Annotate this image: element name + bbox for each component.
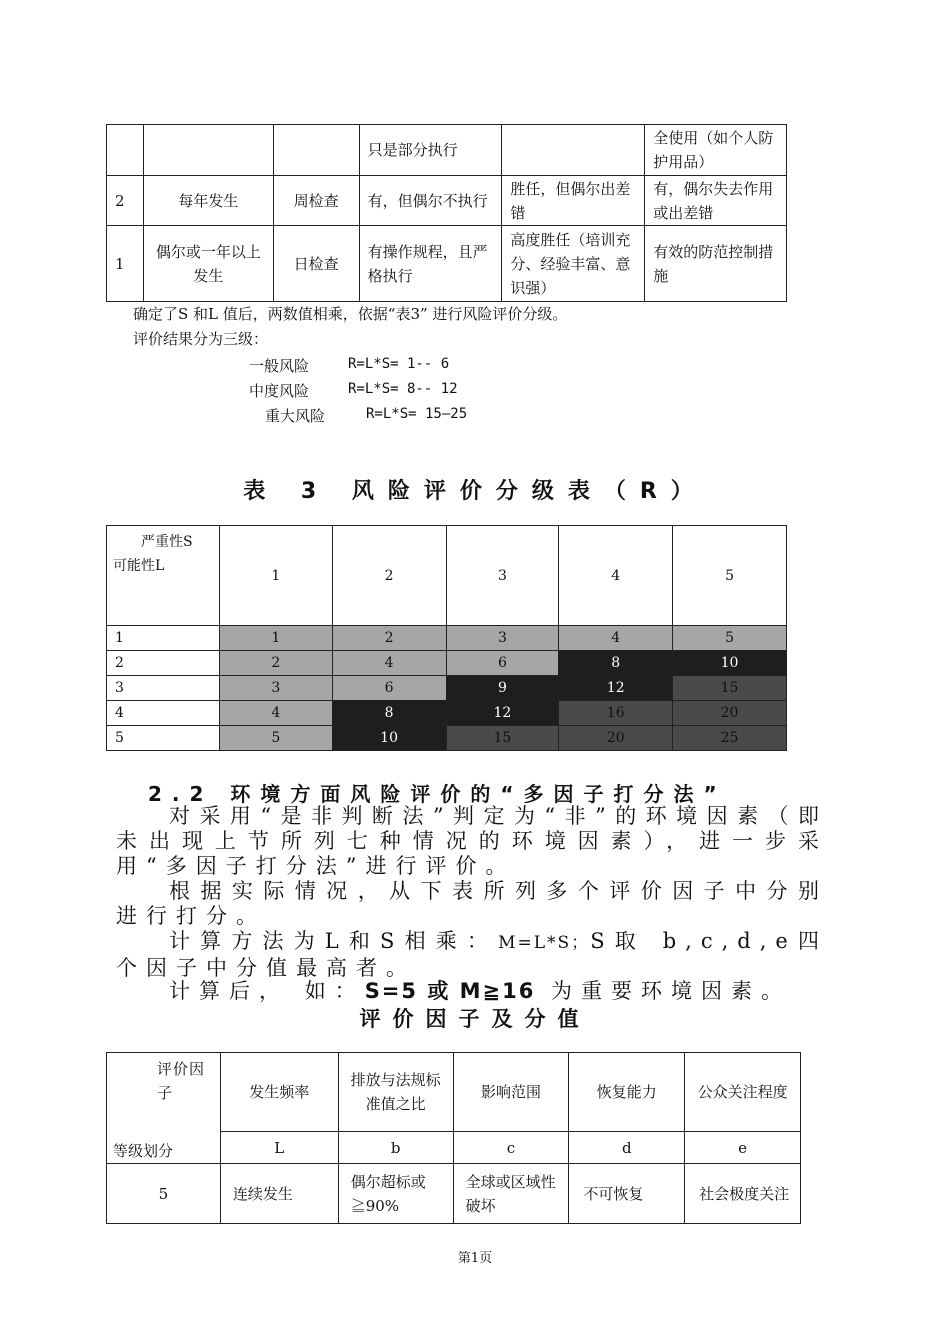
- column-header: 排放与法规标准值之比: [338, 1053, 453, 1132]
- row-header: 4: [107, 701, 220, 726]
- table-row: [107, 676, 787, 701]
- likelihood-label: 可能性L: [113, 558, 165, 574]
- table-cell: [107, 125, 144, 176]
- matrix-cell: 15: [446, 726, 559, 751]
- matrix-cell: 16: [559, 701, 673, 726]
- table-cell: 全球或区域性破坏: [453, 1164, 569, 1224]
- table-cell: 有操作规程，且严格执行: [359, 226, 502, 302]
- matrix-cell: 9: [446, 676, 559, 701]
- table-cell: 日检查: [273, 226, 359, 302]
- row-header: 1: [107, 626, 220, 651]
- paragraph-3-text-b: S取 b,c,d,e四个因子中分值最高者。: [116, 929, 828, 980]
- paragraph-2: 根据实际情况，从下表所列多个评价因子中分别进行打分。: [116, 879, 828, 928]
- table-row: [107, 1164, 801, 1224]
- matrix-cell: 3: [446, 626, 559, 651]
- table-cell: [502, 125, 645, 176]
- matrix-cell: 1: [219, 626, 332, 651]
- matrix-cell: 25: [673, 726, 787, 751]
- row-header: 2: [107, 651, 220, 676]
- risk-matrix-table: [106, 525, 787, 751]
- matrix-cell: 6: [446, 651, 559, 676]
- table-cell: 2: [107, 176, 144, 226]
- severity-label: 严重性S: [141, 534, 193, 550]
- table-row: [107, 701, 787, 726]
- column-header: 2: [332, 526, 446, 626]
- column-header: 1: [219, 526, 332, 626]
- factor-code: d: [569, 1132, 685, 1164]
- row-header: 3: [107, 676, 220, 701]
- matrix-cell: 6: [332, 676, 446, 701]
- table-cell: 胜任，但偶尔出差错: [502, 176, 645, 226]
- grade-cell: 5: [107, 1164, 221, 1224]
- column-header: 公众关注程度: [685, 1053, 801, 1132]
- corner-top-label: 评价因子: [157, 1060, 206, 1102]
- table-cell: 有，偶尔失去作用或出差错: [645, 176, 787, 226]
- matrix-cell: 4: [559, 626, 673, 651]
- matrix-cell: 2: [332, 626, 446, 651]
- table-cell: 高度胜任（培训充分、经验丰富、意识强）: [502, 226, 645, 302]
- row-header: 5: [107, 726, 220, 751]
- table-cell: 偶尔超标或≧90%: [338, 1164, 453, 1224]
- factor-code: e: [685, 1132, 801, 1164]
- matrix-cell: 12: [559, 676, 673, 701]
- column-header: 发生频率: [220, 1053, 338, 1132]
- table-row: [107, 726, 787, 751]
- paragraph-3: [116, 929, 828, 981]
- matrix-cell: 4: [219, 701, 332, 726]
- table-row: [107, 226, 787, 302]
- column-header: 3: [446, 526, 559, 626]
- paragraph-1: 对采用“是非判断法”判定为“非”的环境因素（即未出现上节所列七种情况的环境因素），进一步采用“多因子打分法”进行评价。: [116, 804, 828, 878]
- matrix-cell: 4: [332, 651, 446, 676]
- matrix-cell: 15: [673, 676, 787, 701]
- important-criteria: S=5 或 M≧16: [364, 979, 536, 1003]
- table-cell: 1: [107, 226, 144, 302]
- matrix-cell: 10: [673, 651, 787, 676]
- level-formula-major: R=L*S= 15—25: [366, 406, 468, 422]
- level-formula-general: R=L*S= 1-- 6: [348, 356, 450, 372]
- formula-text: M=L*S；: [498, 933, 591, 953]
- matrix-cell: 20: [559, 726, 673, 751]
- table-cell: [143, 125, 273, 176]
- table-cell: 连续发生: [220, 1164, 338, 1224]
- table-cell: 全使用（如个人防护用品）: [645, 125, 787, 176]
- table-row: [107, 176, 787, 226]
- matrix-cell: 10: [332, 726, 446, 751]
- matrix-cell: 5: [673, 626, 787, 651]
- matrix-cell: 2: [219, 651, 332, 676]
- matrix-cell: 8: [332, 701, 446, 726]
- paragraph-4: [116, 979, 828, 1004]
- paragraph-4-text-a: 计算后，: [169, 979, 289, 1003]
- section-heading: 2.2 环境方面风险评价的“多因子打分法”: [148, 782, 727, 806]
- factor-score-table: [106, 1052, 801, 1224]
- table-header-row: [107, 1053, 801, 1132]
- factor-code: L: [220, 1132, 338, 1164]
- column-header: 恢复能力: [569, 1053, 685, 1132]
- table-cell: 有效的防范控制措施: [645, 226, 787, 302]
- column-header: 4: [559, 526, 673, 626]
- column-header: 影响范围: [453, 1053, 569, 1132]
- intro-line-2: 评价结果分为三级：: [133, 330, 269, 348]
- table-header-row: [107, 526, 787, 626]
- table-cell: [273, 125, 359, 176]
- table-row: [107, 651, 787, 676]
- matrix-cell: 3: [219, 676, 332, 701]
- factor-code: b: [338, 1132, 453, 1164]
- level-name-moderate: 中度风险: [249, 382, 310, 400]
- matrix-corner-cell: [107, 526, 220, 626]
- intro-line-1: 确定了S 和L 值后，两数值相乘，依据“表3” 进行风险评价分级。: [133, 305, 568, 323]
- matrix-cell: 12: [446, 701, 559, 726]
- level-name-general: 一般风险: [249, 357, 310, 375]
- table-cell: 每年发生: [143, 176, 273, 226]
- table3-title: 表 3 风险评价分级表（R）: [243, 479, 707, 504]
- corner-bottom-label: 等级划分: [113, 1142, 174, 1160]
- table-cell: 社会极度关注: [685, 1164, 801, 1224]
- paragraph-4-text-b: 如：: [304, 979, 365, 1003]
- factor-corner-cell: [107, 1053, 221, 1164]
- table-cell: 不可恢复: [569, 1164, 685, 1224]
- table-row: [107, 125, 787, 176]
- paragraph-4-text-c: 为重要环境因素。: [551, 979, 792, 1003]
- table-cell: 只是部分执行: [359, 125, 502, 176]
- likelihood-criteria-table: [106, 124, 787, 302]
- matrix-cell: 8: [559, 651, 673, 676]
- table-cell: 有，但偶尔不执行: [359, 176, 502, 226]
- matrix-cell: 20: [673, 701, 787, 726]
- matrix-cell: 5: [219, 726, 332, 751]
- level-name-major: 重大风险: [265, 407, 326, 425]
- table-cell: 周检查: [273, 176, 359, 226]
- paragraph-3-text-a: 计算方法为L和S相乘：: [169, 929, 499, 953]
- column-header: 5: [673, 526, 787, 626]
- table-row: [107, 626, 787, 651]
- factor-code: c: [453, 1132, 569, 1164]
- level-formula-moderate: R=L*S= 8-- 12: [348, 381, 458, 397]
- factor-table-title: 评价因子及分值: [359, 1007, 591, 1031]
- page-number: 第1页: [457, 1251, 493, 1266]
- table-cell: 偶尔或一年以上发生: [143, 226, 273, 302]
